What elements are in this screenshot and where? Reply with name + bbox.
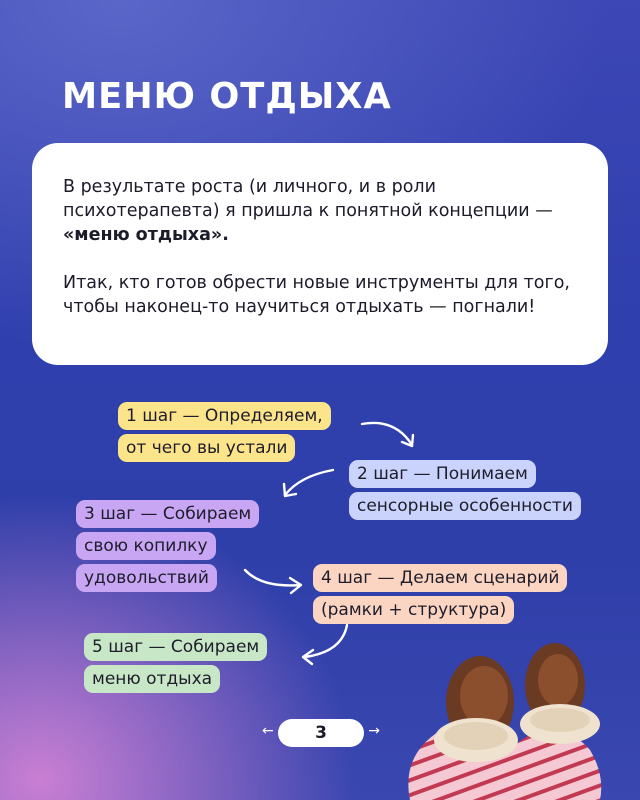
intro-text: В результате роста (и личного, и в роли психотерапевта) я пришла к понятной концепции — (63, 177, 553, 221)
intro-card (32, 143, 608, 365)
step-1 (118, 402, 331, 466)
page-number: 3 (278, 719, 364, 747)
step-1-line-2: от чего вы устали (118, 434, 295, 462)
step-2-line-1: 2 шаг — Понимаем (349, 460, 536, 488)
step-3-line-2: свою копилку (76, 532, 216, 560)
step-3 (76, 500, 259, 596)
arrow-right-icon[interactable]: → (368, 723, 380, 739)
step-5-line-2: меню отдыха (84, 665, 220, 693)
arrow-left-icon[interactable]: ← (262, 723, 274, 739)
step-3-line-1: 3 шаг — Собираем (76, 500, 259, 528)
step-5 (84, 633, 267, 697)
intro-highlight: «меню отдыха». (63, 225, 229, 245)
pagination (262, 719, 380, 747)
step-4 (313, 564, 567, 628)
step-1-line-1: 1 шаг — Определяем, (118, 402, 331, 430)
intro-paragraph-2: Итак, кто готов обрести новые инструменты для того, чтобы наконец-то научиться отдыхать — погнали! (63, 273, 570, 317)
step-2-line-2: сенсорные особенности (349, 492, 581, 520)
step-5-line-1: 5 шаг — Собираем (84, 633, 267, 661)
page-title: МЕНЮ ОТДЫХА (62, 76, 392, 117)
intro-paragraph-1 (63, 175, 578, 247)
step-3-line-3: удовольствий (76, 564, 217, 592)
step-2 (349, 460, 581, 524)
step-4-line-1: 4 шаг — Делаем сценарий (313, 564, 567, 592)
step-4-line-2: (рамки + структура) (313, 596, 514, 624)
slippers-photo (380, 640, 640, 800)
